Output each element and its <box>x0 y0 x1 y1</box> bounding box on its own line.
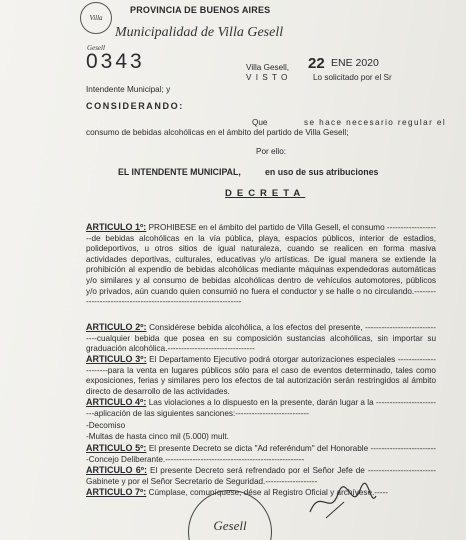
seal-text: Villa Gesell <box>87 14 105 52</box>
stamp-text: Gesell <box>213 518 247 533</box>
considerando-line2: consumo de bebidas alcohólicas en el ámbito del partido de Villa Gesell; <box>86 128 349 137</box>
province-heading: PROVINCIA DE BUENOS AIRES <box>130 5 271 15</box>
decreta-heading: DECRETA <box>225 188 306 199</box>
article-5 <box>86 443 436 465</box>
article-1-label: ARTICULO 1º: <box>86 222 147 232</box>
article-6 <box>86 465 436 487</box>
decree-number: 0343 <box>86 50 145 73</box>
municipal-seal <box>80 2 112 52</box>
considerando-text: se hace necesario regular el <box>304 118 447 127</box>
considerando-heading: CONSIDERANDO: <box>86 101 184 111</box>
decree-month-year: ENE 2020 <box>331 57 379 69</box>
article-4 <box>86 397 436 419</box>
article-1-text: PROHIBESE en el ámbito del partido de Villa Gesell, el consumo --------------------de bebidas alcohólicas en la vía pública, playa, espacios públicos, interior de estadios, polideportivos, u otros sitios de igual naturaleza, cuando se realicen en forma masiva actividades deportivas, culturales, educativas y/o artísticas. De igual manera se extiende la prohibición al expendio de bebidas alcohólicas mediante máquinas expendedoras automáticas y/o similares y al consumo de bebidas alcohólicas dentro de vehículos automotores, públicos y/o privados, aún cuando quien consumió no fuera el conductor y se halle o no circulando.----------------------------------------------------------------- <box>86 223 436 307</box>
article-7-text: Cúmplase, comuníquese, dése al Registro Oficial y archívese.----- <box>148 488 388 497</box>
sanction-fines: -Multas de hasta cinco mil (5.000) mult. <box>86 432 229 441</box>
visto-text: Lo solicitado por el Sr <box>313 73 392 82</box>
authority-title: EL INTENDENTE MUNICIPAL, <box>118 167 241 177</box>
municipality-heading: Municipalidad de Villa Gesell <box>115 25 284 40</box>
decree-day: 22 <box>308 55 325 72</box>
article-6-label: ARTICULO 6º: <box>86 465 147 475</box>
article-2-label: ARTICULO 2º: <box>86 322 147 332</box>
article-3-text: El Departamento Ejecutivo podrá otorgar autorizaciones especiales ----------------------para la venta en lugares públicos sólo para el caso de eventos determinado, tales como exposiciones, ferias y similares pero los efectos de tal autorización serán restringidos al ámbito directo de desarrollo de las actividades. <box>86 355 436 396</box>
article-4-label: ARTICULO 4º: <box>86 397 147 407</box>
visto-label: V I S T O <box>246 73 289 82</box>
visto-continuation: Intendente Municipal; y <box>86 85 171 94</box>
article-2-text: Considérese bebida alcohólica, a los efectos del presente, ------------------------------cualquier bebida que posea en su composición sustancias alcohólicas, sin importar su graduación alcohólica.-------------------------------- <box>86 323 436 354</box>
article-7 <box>86 487 436 499</box>
article-1 <box>86 222 436 308</box>
article-5-text: El presente Decreto se dicta "Ad referéndum" del Honorable -------------------------Concejo Deliberante.--------------------------------------------------- <box>86 444 436 464</box>
sanction-confiscation: -Decomiso <box>86 421 126 430</box>
article-3 <box>86 354 436 397</box>
article-5-label: ARTICULO 5º: <box>86 443 147 453</box>
article-3-label: ARTICULO 3º: <box>86 354 147 364</box>
decree-place: Villa Gesell, <box>246 63 290 72</box>
article-7-label: ARTICULO 7º: <box>86 487 147 497</box>
considerando-que: Que <box>252 118 268 127</box>
authority-powers: en uso de sus atribuciones <box>265 167 379 177</box>
por-ello: Por ello: <box>256 147 287 156</box>
article-4-text: Las violaciones a lo dispuesto en la presente, darán lugar a la -------------------------aplicación de las siguientes sanciones:--------------------------- <box>86 398 436 418</box>
article-6-text: El presente Decreto será refrendado por el Señor Jefe de -------------------------Gabinete y por el Señor Secretario de Seguridad.------------------- <box>86 466 436 486</box>
article-2 <box>86 322 436 355</box>
signature-scribble <box>300 482 380 522</box>
